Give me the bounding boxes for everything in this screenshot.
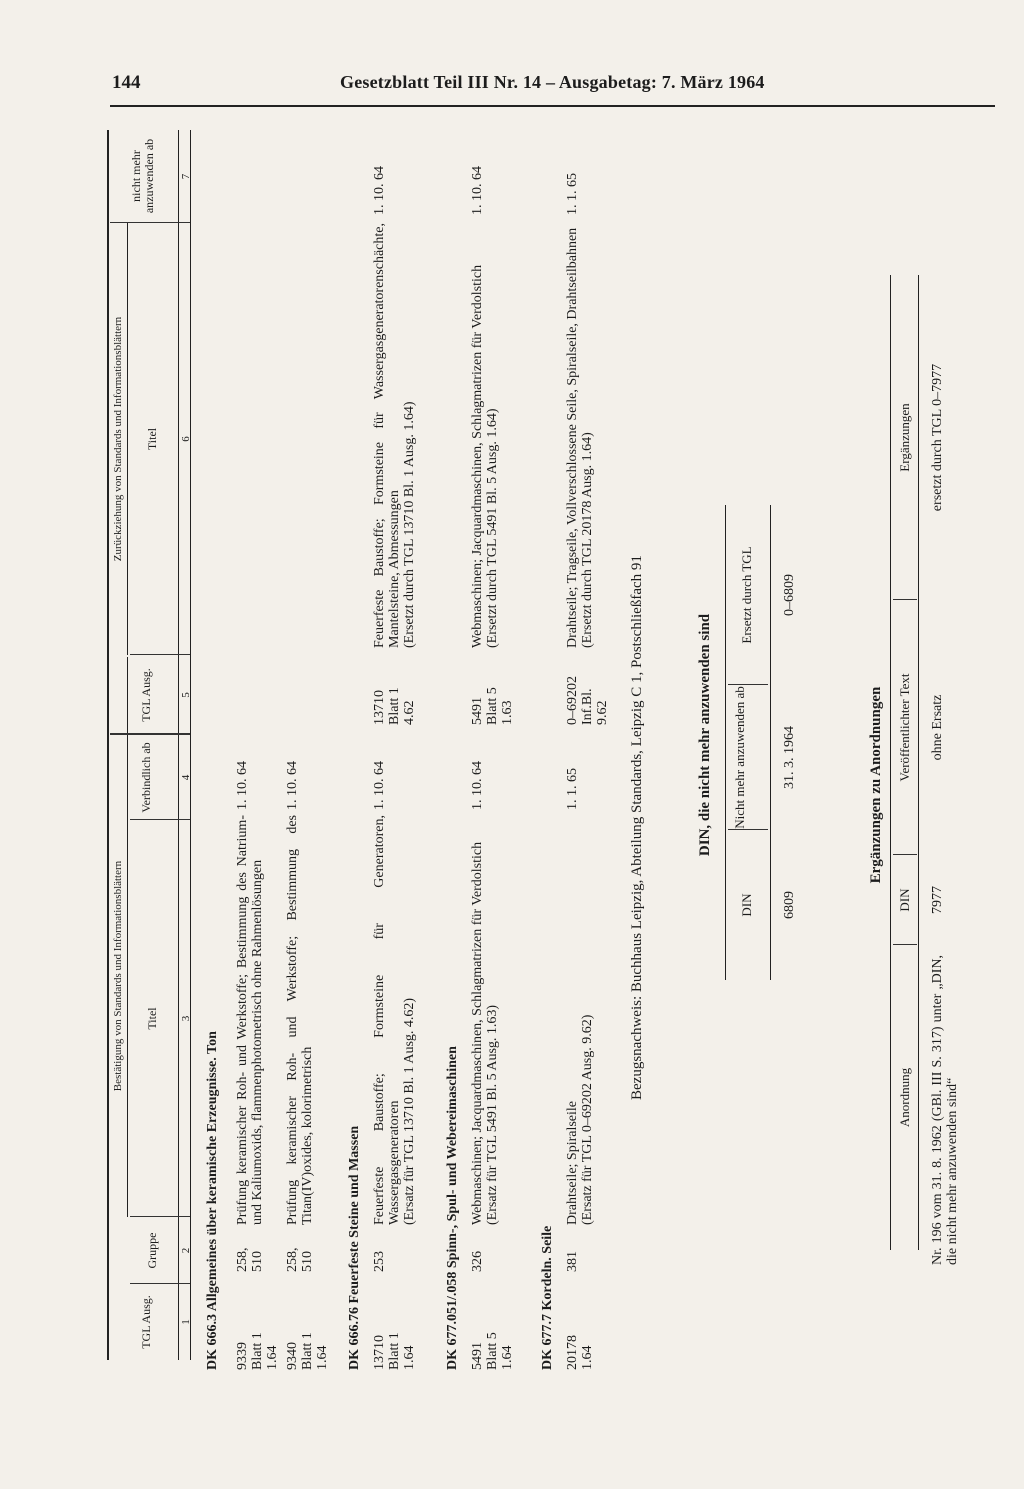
col-header-gruppe: Gruppe [145, 1232, 159, 1269]
gruppe-cell: 258, 510 [235, 1247, 265, 1272]
verbindlich-cell: 1. 10. 64 [285, 761, 300, 810]
gruppe-cell: 381 [565, 1251, 580, 1272]
table-top-rule [107, 130, 109, 1360]
z-tgl-cell: 13710 Blatt 1 4.62 [372, 687, 417, 725]
col-header-z-tgl: TGL Ausg. [139, 668, 153, 722]
col-header-verbindlich: Verbindlich ab [139, 742, 153, 813]
col-header-tgl: TGL Ausg. [139, 1295, 153, 1349]
running-head: Gesetzblatt Teil III Nr. 14 – Ausgabetag: 7. März 1964 [340, 72, 765, 92]
z-tgl-cell: 5491 Blatt 5 1.63 [470, 687, 515, 725]
titel-cell: Prüfung keramischer Roh- und Werkstoffe; Bestimmung des Titan(IV)oxides, kolorimetrisch [285, 815, 315, 1225]
z-titel-cell: Drahtseile; Tragseile, Vollverschlossene Seile, Spiralseile, Drahtseilbahnen (Ersetzt durch TGL 20178 Ausg. 1.64) [565, 227, 595, 648]
page-header [0, 0, 1024, 110]
din-table-title: DIN, die nicht mehr anzuwenden sind [697, 613, 713, 857]
z-tgl-cell: 0–69202 Inf.Bl. 9.62 [565, 676, 610, 725]
tgl-cell: 5491 Blatt 5 1.64 [470, 1332, 515, 1370]
col-number: 4 [180, 774, 192, 781]
group-right-rule [127, 223, 128, 655]
erg-header: DIN [897, 888, 912, 912]
erg-cell: Nr. 196 vom 31. 8. 1962 (GBl. III S. 317) unter „DIN, die nicht mehr anzuwenden sind“ [930, 955, 960, 1265]
page-number: 144 [112, 72, 141, 93]
section-heading: DK 677.7 Kordeln. Seile [540, 1225, 555, 1370]
z-ab-cell: 1. 10. 64 [372, 166, 387, 215]
col-header-z-ab: nicht mehr anzuwenden ab [129, 138, 156, 214]
col-number: 1 [180, 1319, 192, 1325]
section-heading: DK 677.051/.058 Spinn-, Spul- und Webereimaschinen [445, 1046, 460, 1370]
col-number: 2 [180, 1247, 192, 1254]
col-number: 3 [180, 1015, 192, 1022]
verbindlich-cell: 1. 10. 64 [470, 761, 485, 810]
z-ab-cell: 1. 1. 65 [565, 173, 580, 215]
gruppe-cell: 326 [470, 1251, 485, 1272]
tgl-cell: 13710 Blatt 1 1.64 [372, 1332, 417, 1370]
col-number: 5 [180, 692, 192, 698]
erg-cell: 7977 [930, 886, 945, 914]
group-left-title: Bestätigung von Standards und Informationsblättern [112, 860, 124, 1092]
tgl-cell: 9339 Blatt 1 1.64 [235, 1332, 280, 1370]
z-titel-cell: Feuerfeste Baustoffe; Formsteine für Wassergasgeneratorenschächte, Mantelsteine, Abmessungen (Ersetzt durch TGL 13710 Bl. 1 Ausg. 1.64) [372, 223, 417, 648]
tgl-cell: 20178 1.64 [565, 1335, 595, 1370]
col-number: 7 [180, 173, 192, 180]
erg-header: Ergänzungen [897, 403, 912, 472]
z-ab-cell: 1. 10. 64 [470, 166, 485, 215]
erg-cell: ohne Ersatz [930, 694, 945, 761]
table-number-rule [178, 130, 179, 1360]
tgl-cell: 9340 Blatt 1 1.64 [285, 1332, 330, 1370]
col-number: 6 [180, 436, 192, 442]
gruppe-cell: 258, 510 [285, 1247, 315, 1272]
titel-cell: Webmaschinen; Jacquardmaschinen, Schlagmatrizen für Verdolstich (Ersatz für TGL 5491 Bl. 5 Ausg. 1.63) [470, 841, 500, 1225]
din-cell: 31. 3. 1964 [782, 726, 797, 789]
ergaenzungen-title: Ergänzungen zu Anordnungen [868, 686, 884, 884]
z-titel-cell: Webmaschinen; Jacquardmaschinen, Schlagmatrizen für Verdolstich (Ersetzt durch TGL 5491 Bl. 5 Ausg. 1.64) [470, 264, 500, 648]
verbindlich-cell: 1. 10. 64 [372, 761, 387, 810]
titel-cell: Drahtseile; Spiralseile (Ersatz für TGL 0–69202 Ausg. 9.62) [565, 1014, 595, 1225]
bezugsnachweis: Bezugsnachweis: Buchhaus Leipzig, Abteilung Standards, Leipzig C 1, Postschließfach 91 [629, 555, 645, 1100]
din-header: DIN [739, 893, 754, 917]
din-cell: 0–6809 [782, 574, 797, 616]
erg-cell: ersetzt durch TGL 0–7977 [930, 363, 945, 512]
group-left-rule [127, 657, 128, 1217]
titel-cell: Prüfung keramischer Roh- und Werkstoffe; Bestimmung des Natrium- und Kaliumoxids, flammenphotometrisch ohne Rahmenlösungen [235, 815, 265, 1225]
group-right-title: Zurückziehung von Standards und Informationsblättern [112, 316, 124, 562]
titel-cell: Feuerfeste Baustoffe; Formsteine für Generatoren, Wassergasgeneratoren (Ersatz für TGL 13710 Bl. 1 Ausg. 4.62) [372, 815, 417, 1225]
header-rule [110, 105, 995, 107]
erg-header: Veröffentlichter Text [897, 673, 912, 782]
verbindlich-cell: 1. 10. 64 [235, 761, 250, 810]
din-cell: 6809 [782, 891, 797, 919]
gruppe-cell: 253 [372, 1251, 387, 1272]
erg-header: Anordnung [897, 1067, 912, 1128]
section-heading: DK 666.3 Allgemeines über keramische Erzeugnisse. Ton [205, 1031, 220, 1370]
din-header: Nicht mehr anzuwenden ab [732, 686, 747, 829]
landscape-content [100, 130, 1000, 1375]
verbindlich-cell: 1. 1. 65 [565, 768, 580, 810]
din-header: Ersetzt durch TGL [739, 546, 754, 644]
col-header-z-titel: Titel [145, 427, 159, 451]
col-header-titel: Titel [145, 1007, 159, 1030]
section-heading: DK 666.76 Feuerfeste Steine und Massen [347, 1125, 362, 1370]
